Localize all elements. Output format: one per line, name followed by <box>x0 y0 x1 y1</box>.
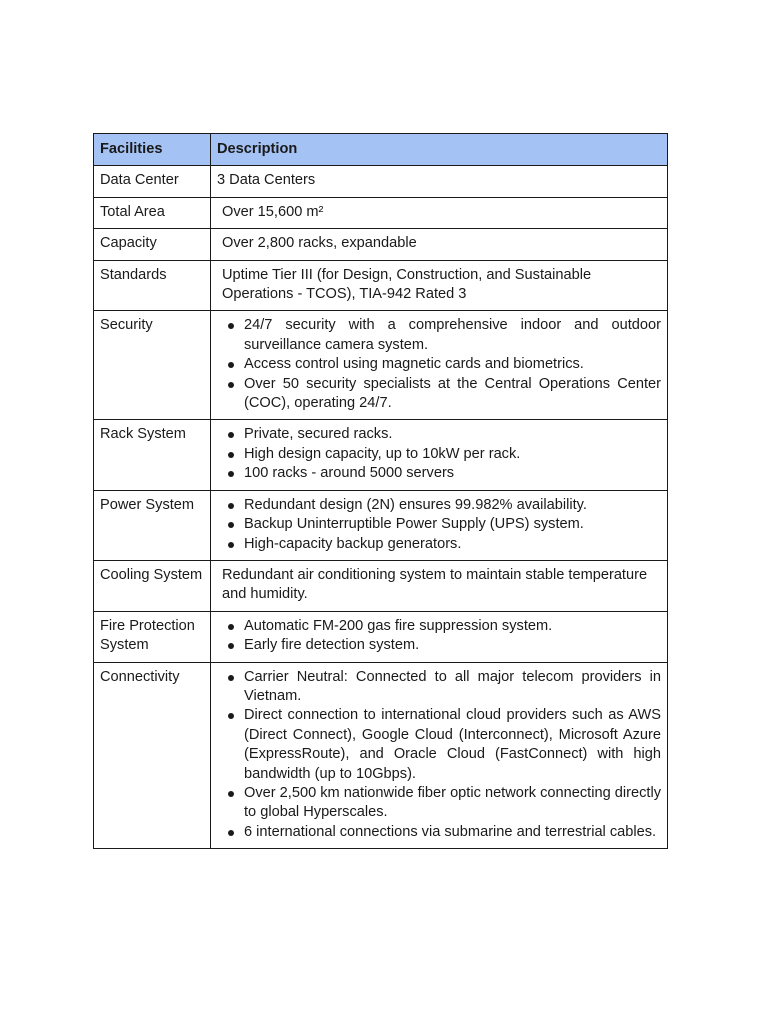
facility-cell: Fire Protection System <box>94 611 211 662</box>
description-cell: Uptime Tier III (for Design, Construction, and Sustainable Operations - TCOS), TIA-942 Rated 3 <box>211 260 668 311</box>
list-item: 100 racks - around 5000 servers <box>244 464 661 483</box>
description-cell <box>211 311 668 420</box>
list-item: 24/7 security with a comprehensive indoor and outdoor surveillance camera system. <box>244 316 661 355</box>
list-item: Backup Uninterruptible Power Supply (UPS) system. <box>244 515 661 534</box>
description-cell <box>211 662 668 849</box>
table-row <box>94 311 668 420</box>
list-item: Direct connection to international cloud providers such as AWS (Direct Connect), Google Cloud (Interconnect), Microsoft Azure (ExpressRoute), and Oracle Cloud (FastConnect) with high bandwidth (up to 10Gbps). <box>244 706 661 784</box>
facility-cell: Standards <box>94 260 211 311</box>
list-item: Private, secured racks. <box>244 425 661 444</box>
list-item: High-capacity backup generators. <box>244 535 661 554</box>
facility-cell: Power System <box>94 490 211 560</box>
list-item: Over 50 security specialists at the Central Operations Center (COC), operating 24/7. <box>244 375 661 414</box>
facilities-table <box>93 133 668 849</box>
facility-cell: Rack System <box>94 420 211 490</box>
list-item: Redundant design (2N) ensures 99.982% availability. <box>244 496 661 515</box>
description-cell: Redundant air conditioning system to maintain stable temperature and humidity. <box>211 560 668 611</box>
table-row <box>94 420 668 490</box>
description-cell: 3 Data Centers <box>211 166 668 197</box>
list-item: 6 international connections via submarine and terrestrial cables. <box>244 823 661 842</box>
table-row <box>94 611 668 662</box>
table-row <box>94 229 668 260</box>
facility-cell: Capacity <box>94 229 211 260</box>
list-item: Over 2,500 km nationwide fiber optic network connecting directly to global Hyperscales. <box>244 784 661 823</box>
table-row <box>94 197 668 228</box>
list-item: Carrier Neutral: Connected to all major telecom providers in Vietnam. <box>244 668 661 707</box>
table-body <box>94 166 668 849</box>
description-cell <box>211 490 668 560</box>
table-row <box>94 166 668 197</box>
description-cell <box>211 611 668 662</box>
table-head <box>94 134 668 166</box>
description-cell: Over 2,800 racks, expandable <box>211 229 668 260</box>
header-description: Description <box>211 134 668 166</box>
list-item: Access control using magnetic cards and biometrics. <box>244 355 661 374</box>
facility-cell: Security <box>94 311 211 420</box>
facility-cell: Total Area <box>94 197 211 228</box>
facility-cell: Data Center <box>94 166 211 197</box>
header-row <box>94 134 668 166</box>
bullet-list <box>222 425 661 483</box>
table-row <box>94 560 668 611</box>
bullet-list <box>222 316 661 413</box>
facility-cell: Cooling System <box>94 560 211 611</box>
table-row <box>94 662 668 849</box>
table-row <box>94 490 668 560</box>
list-item: High design capacity, up to 10kW per rack. <box>244 445 661 464</box>
description-cell: Over 15,600 m² <box>211 197 668 228</box>
description-cell <box>211 420 668 490</box>
bullet-list <box>222 668 661 843</box>
bullet-list <box>222 617 661 656</box>
table-row <box>94 260 668 311</box>
list-item: Early fire detection system. <box>244 636 661 655</box>
bullet-list <box>222 496 661 554</box>
header-facilities: Facilities <box>94 134 211 166</box>
facility-cell: Connectivity <box>94 662 211 849</box>
list-item: Automatic FM-200 gas fire suppression system. <box>244 617 661 636</box>
